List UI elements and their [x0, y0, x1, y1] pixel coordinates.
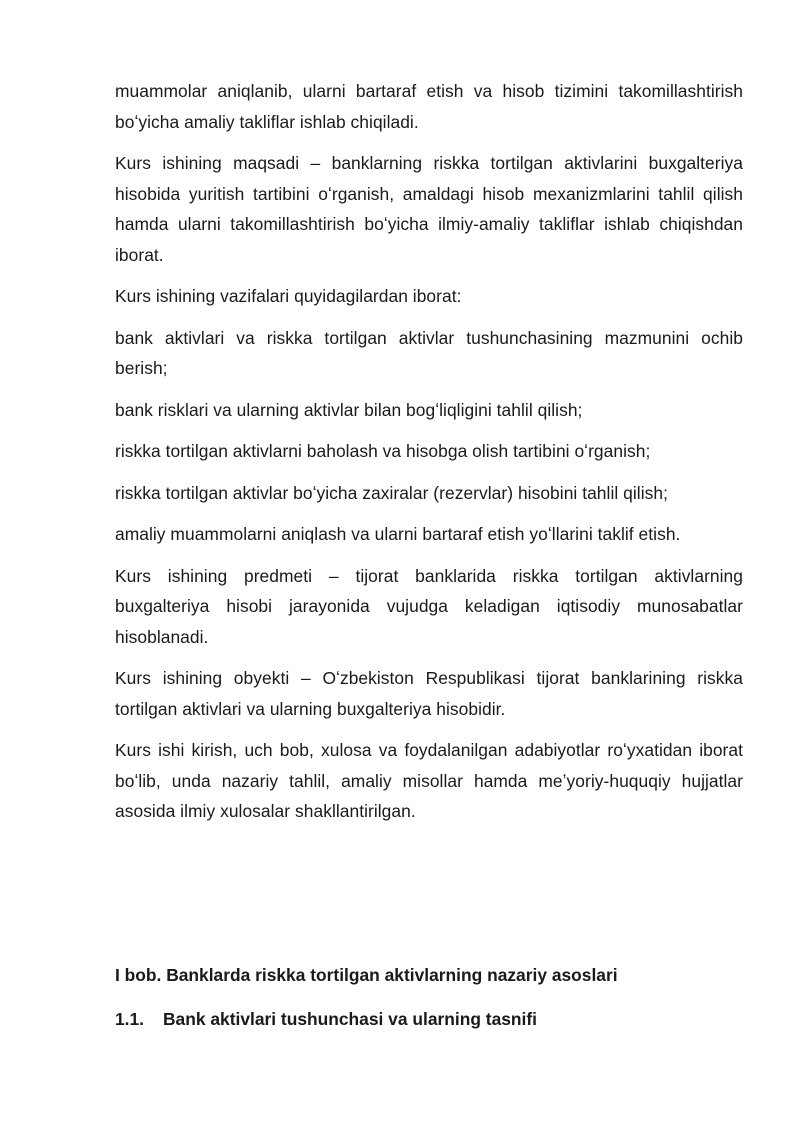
paragraph-subject: Kurs ishining predmeti – tijorat banklarida riskka tortilgan aktivlarning buxgalteriya hisobi jarayonida vujudga keladigan iqtisodiy munosabatlar hisoblanadi.: [115, 565, 743, 647]
section-heading: [115, 1004, 743, 1034]
chapter-heading: I bob. Banklarda riskka tortilgan aktivlarning nazariy asoslari: [115, 964, 618, 985]
task-item: bank risklari va ularning aktivlar bilan bogʻliqligini tahlil qilish;: [115, 399, 583, 420]
task-item: bank aktivlari va riskka tortilgan aktivlar tushunchasining mazmunini ochib berish;: [115, 327, 743, 378]
section-title: Bank aktivlari tushunchasi va ularning tasnifi: [163, 1008, 538, 1029]
paragraph-tasks-intro: Kurs ishining vazifalari quyidagilardan iborat:: [115, 286, 462, 306]
paragraph-object: Kurs ishining obyekti – Oʻzbekiston Respublikasi tijorat banklarining riskka tortilgan aktivlari va ularning buxgalteriya hisobidir.: [115, 668, 743, 719]
document-page: [115, 76, 743, 1048]
paragraph-structure: Kurs ishi kirish, uch bob, xulosa va foydalanilgan adabiyotlar roʻyxatidan iborat boʻlib, unda nazariy tahlil, amaliy misollar hamda meʼyoriy-huquqiy hujjatlar asosida ilmiy xulosalar shakllantirilgan.: [115, 740, 743, 821]
blank-space: [115, 838, 743, 960]
task-item: riskka tortilgan aktivlarni baholash va hisobga olish tartibini oʻrganish;: [115, 441, 651, 461]
section-number: 1.1.: [115, 1008, 145, 1029]
task-item: amaliy muammolarni aniqlash va ularni bartaraf etish yoʻllarini taklif etish.: [115, 524, 681, 544]
task-item: riskka tortilgan aktivlar boʻyicha zaxiralar (rezervlar) hisobini tahlil qilish;: [115, 482, 668, 503]
paragraph-goal: Kurs ishining maqsadi – banklarning riskka tortilgan aktivlarini buxgalteriya hisobida yuritish tartibini oʻrganish, amaldagi hisob mexanizmlarini tahlil qilish hamda ularni takomillashtirish boʻyicha ilmiy-amaliy takliflar ishlab chiqishdan iborat.: [115, 153, 743, 265]
paragraph-intro-continuation: muammolar aniqlanib, ularni bartaraf etish va hisob tizimini takomillashtirish boʻyicha amaliy takliflar ishlab chiqiladi.: [115, 81, 743, 132]
